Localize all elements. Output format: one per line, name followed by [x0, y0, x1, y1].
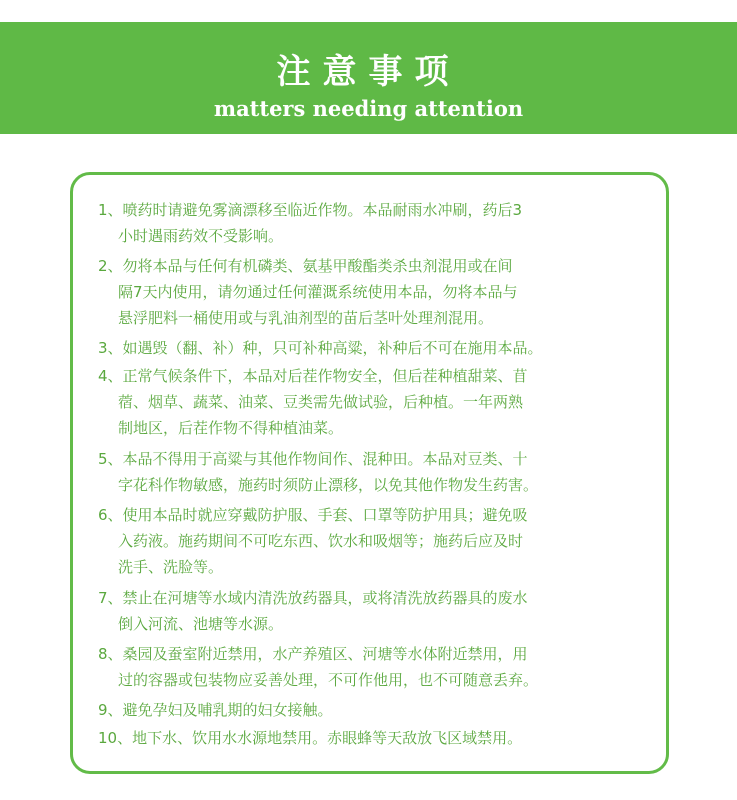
header-banner	[0, 22, 737, 134]
page-subtitle: matters needing attention	[213, 96, 524, 121]
note-line: 9、避免孕妇及哺乳期的妇女接触。	[98, 701, 333, 719]
note-item-4	[98, 363, 643, 441]
note-line: 2、勿将本品与任何有机磷类、氨基甲酸酯类杀虫剂混用或在间	[98, 257, 513, 275]
note-line: 悬浮肥料一桶使用或与乳油剂型的苗后茎叶处理剂混用。	[118, 309, 494, 327]
page-title: 注意事项	[276, 52, 461, 92]
note-line: 8、桑园及蚕室附近禁用，水产养殖区、河塘等水体附近禁用，用	[98, 645, 528, 663]
note-item-2	[98, 253, 643, 331]
note-item-9	[98, 697, 643, 723]
note-line: 洗手、洗脸等。	[118, 558, 224, 576]
note-line: 10、地下水、饮用水水源地禁用。赤眼蜂等天敌放飞区域禁用。	[98, 729, 523, 747]
note-line: 6、使用本品时就应穿戴防护服、手套、口罩等防护用具；避免吸	[98, 506, 528, 524]
note-item-5	[98, 446, 643, 498]
note-line: 倒入河流、池塘等水源。	[118, 615, 284, 633]
note-line: 制地区，后茬作物不得种植油菜。	[118, 419, 344, 437]
note-item-10	[98, 725, 643, 751]
note-line: 5、本品不得用于高粱与其他作物间作、混种田。本品对豆类、十	[98, 450, 528, 468]
note-line: 1、喷药时请避免雾滴漂移至临近作物。本品耐雨水冲刷，药后3	[98, 201, 523, 219]
note-item-8	[98, 641, 643, 693]
note-item-3	[98, 335, 643, 361]
note-line: 过的容器或包装物应妥善处理，不可作他用，也不可随意丢弃。	[118, 671, 539, 689]
note-line: 7、禁止在河塘等水域内清洗放药器具，或将清洗放药器具的废水	[98, 589, 528, 607]
note-item-6	[98, 502, 643, 580]
note-item-1	[98, 197, 643, 249]
note-line: 4、正常气候条件下，本品对后茬作物安全，但后茬种植甜菜、苜	[98, 367, 528, 385]
note-item-7	[98, 585, 643, 637]
note-line: 3、如遇毁（翻、补）种，只可补种高粱，补种后不可在施用本品。	[98, 339, 543, 357]
note-line: 小时遇雨药效不受影响。	[118, 227, 284, 245]
note-line: 隔7天内使用，请勿通过任何灌溉系统使用本品，勿将本品与	[118, 283, 518, 301]
note-line: 入药液。施药期间不可吃东西、饮水和吸烟等；施药后应及时	[118, 532, 524, 550]
note-line: 字花科作物敏感，施药时须防止漂移，以免其他作物发生药害。	[118, 476, 539, 494]
note-line: 蓿、烟草、蔬菜、油菜、豆类需先做试验，后种植。一年两熟	[118, 393, 524, 411]
